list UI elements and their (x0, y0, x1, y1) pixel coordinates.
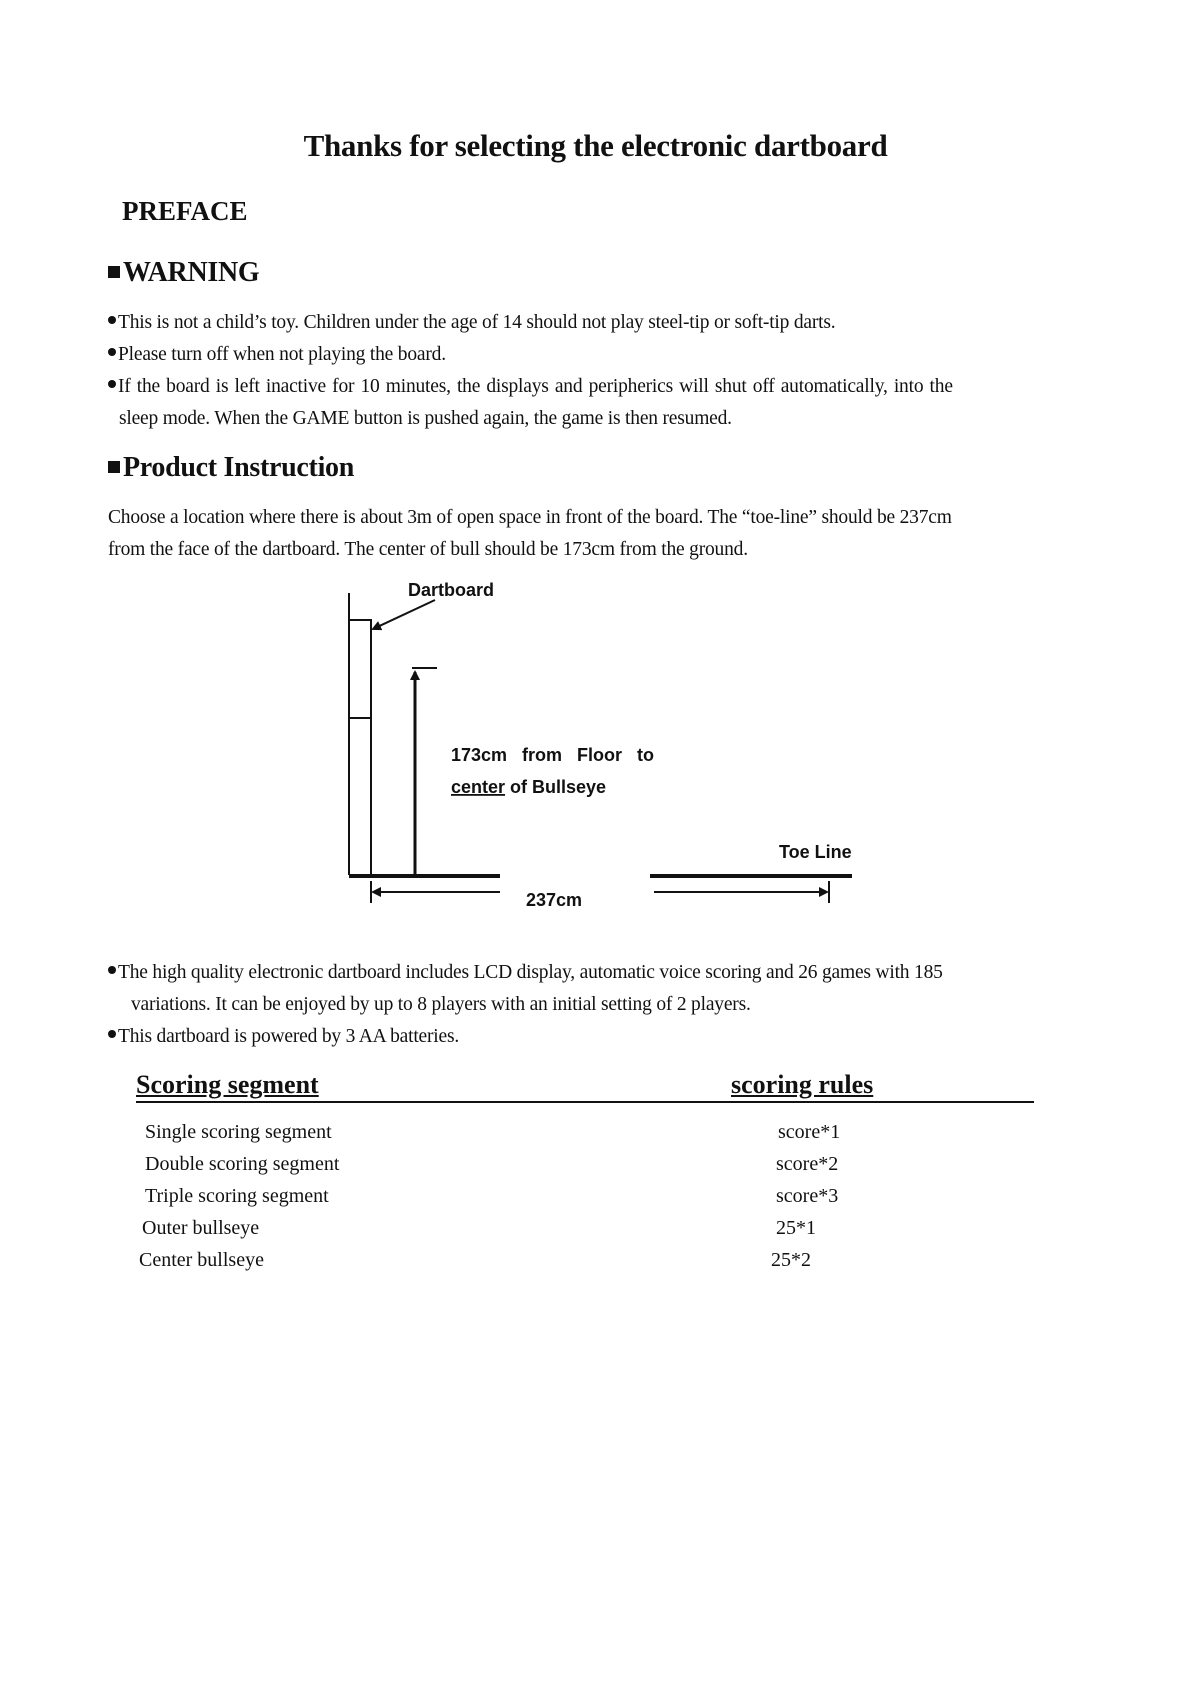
table-row-segment: Single scoring segment (145, 1121, 332, 1143)
height-label-line2 (451, 777, 606, 797)
height-label-line1: 173cm from Floor to (451, 745, 655, 765)
feature-item-text: The high quality electronic dartboard includes LCD display, automatic voice scoring and 26 games with 185 (118, 962, 943, 983)
table-row-rule: score*3 (776, 1185, 839, 1207)
table-row-rule: 25*2 (771, 1249, 811, 1271)
dartboard-shape (349, 620, 371, 718)
table-row-segment: Outer bullseye (142, 1217, 260, 1239)
dartboard-label: Dartboard (408, 580, 495, 600)
distance-label: 237cm (526, 890, 583, 910)
bullet-icon (108, 1030, 116, 1038)
table-row-rule: 25*1 (776, 1217, 816, 1239)
table-row-segment: Double scoring segment (145, 1153, 340, 1175)
instruction-line: Choose a location where there is about 3m of open space in front of the board. The “toe-line” should be 237cm (108, 507, 952, 528)
toe-line-label: Toe Line (779, 842, 852, 862)
warning-item-text: Please turn off when not playing the board. (118, 344, 446, 365)
feature-item (108, 1026, 459, 1048)
warning-heading-text: WARNING (123, 257, 260, 288)
table-row-segment: Triple scoring segment (145, 1185, 329, 1207)
feature-item-continuation: variations. It can be enjoyed by up to 8 players with an initial setting of 2 players. (131, 994, 751, 1015)
dartboard-pointer-arrow (373, 600, 435, 629)
table-header-rule (136, 1101, 1034, 1103)
product-instruction-heading-text: Product Instruction (123, 452, 355, 483)
bullet-icon (108, 966, 116, 974)
preface-heading: PREFACE (122, 196, 248, 226)
warning-item-text: If the board is left inactive for 10 minutes, the displays and peripherics will shut off automatically, into the (118, 376, 953, 397)
feature-item-text: This dartboard is powered by 3 AA batteries. (118, 1026, 460, 1047)
table-row-rule: score*2 (776, 1153, 839, 1175)
table-row-rule: score*1 (778, 1121, 841, 1143)
page-title: Thanks for selecting the electronic dartboard (303, 128, 888, 163)
table-row-segment: Center bullseye (139, 1249, 264, 1271)
feature-item (108, 962, 943, 984)
table-header-segment: Scoring segment (136, 1070, 319, 1099)
table-header-rules: scoring rules (731, 1070, 874, 1099)
height-label-rest: of Bullseye (505, 777, 607, 797)
warning-item-continuation: sleep mode. When the GAME button is pushed again, the game is then resumed. (119, 408, 732, 429)
warning-item-text: This is not a child’s toy. Children under the age of 14 should not play steel-tip or soft-tip darts. (118, 312, 836, 333)
height-label-underlined: center (451, 777, 506, 797)
instruction-line: from the face of the dartboard. The center of bull should be 173cm from the ground. (108, 539, 748, 560)
